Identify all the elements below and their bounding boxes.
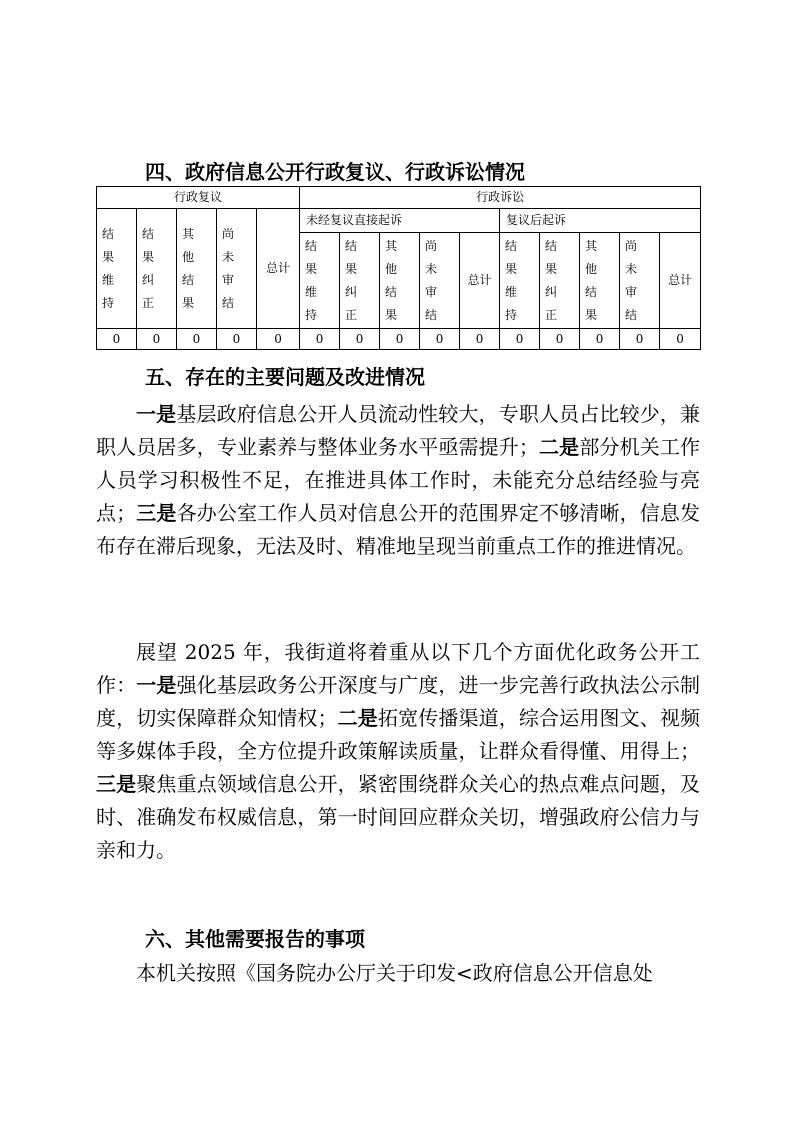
paragraph-text: 拓宽传播渠道，综合运用图文、视频等多媒体手段，全方位提升政策解读质量，让群众看得懂、用得上； — [96, 706, 701, 763]
paragraph-text: 基层政府信息公开人员流动性较大，专职人员占比较少，兼职人员居多，专业素养与整体业务水平亟需提升； — [96, 402, 701, 459]
header-admin-litigation: 行政诉讼 — [300, 187, 701, 209]
problems-paragraph — [96, 398, 700, 563]
table-cell: 0 — [500, 329, 540, 350]
header-admin-review: 行政复议 — [97, 187, 300, 209]
paragraph-text: 强化基层政务公开深度与广度，进一步完善行政执法公示制度，切实保障群众知情权； — [96, 673, 701, 730]
bold-lead: 一是 — [136, 673, 177, 697]
section-5-heading: 五、存在的主要问题及改进情况 — [145, 365, 425, 389]
col-review-corrected: 结 果 纠 正 — [137, 209, 177, 329]
paragraph-text: 聚焦重点领域信息公开，紧密围绕群众关心的热点难点问题，及时、准确发布权威信息，第一时间回应群众关切，增强政府公信力与亲和力。 — [96, 772, 701, 862]
table-cell: 0 — [217, 329, 257, 350]
table-cell: 0 — [137, 329, 177, 350]
outlook-paragraph — [96, 636, 700, 867]
section-6-heading: 六、其他需要报告的事项 — [145, 927, 365, 951]
col-review-upheld: 结 果 维 持 — [97, 209, 137, 329]
table-cell: 0 — [177, 329, 217, 350]
bold-lead: 三是 — [136, 501, 177, 525]
table-cell: 0 — [300, 329, 340, 350]
col-direct-upheld: 结 果 维 持 — [300, 233, 340, 329]
col-direct-other: 其 他 结 果 — [380, 233, 420, 329]
col-review-pending: 尚 未 审 结 — [217, 209, 257, 329]
col-direct-corrected: 结 果 纠 正 — [340, 233, 380, 329]
review-litigation-table — [96, 186, 701, 350]
bold-lead: 二是 — [538, 435, 580, 459]
paragraph-text: 部分机关工作人员学习积极性不足，在推进具体工作时，未能充分总结经验与亮点； — [96, 435, 701, 525]
table-cell: 0 — [97, 329, 137, 350]
col-after-pending: 尚 未 审 结 — [620, 233, 660, 329]
other-matters-paragraph: 本机关按照《国务院办公厅关于印发<政府信息公开信息处 — [136, 961, 653, 985]
bold-lead: 一是 — [136, 402, 177, 426]
table-cell: 0 — [660, 329, 701, 350]
header-suit-after-review: 复议后起诉 — [500, 209, 701, 233]
table-cell: 0 — [620, 329, 660, 350]
paragraph-text: 展望 2025 年，我街道将着重从以下几个方面优化政务公开工作： — [96, 640, 700, 697]
paragraph-text: 各办公室工作人员对信息公开的范围界定不够清晰，信息发布存在滞后现象，无法及时、精准地呈现当前重点工作的推进情况。 — [96, 501, 701, 558]
col-direct-total: 总计 — [460, 233, 500, 329]
bold-lead: 三是 — [96, 772, 137, 796]
col-direct-pending: 尚 未 审 结 — [420, 233, 460, 329]
table-cell: 0 — [420, 329, 460, 350]
table-cell: 0 — [580, 329, 620, 350]
header-direct-suit: 未经复议直接起诉 — [300, 209, 500, 233]
col-after-corrected: 结 果 纠 正 — [540, 233, 580, 329]
table-cell: 0 — [540, 329, 580, 350]
table-cell: 0 — [380, 329, 420, 350]
col-after-upheld: 结 果 维 持 — [500, 233, 540, 329]
table-cell: 0 — [340, 329, 380, 350]
table-cell: 0 — [460, 329, 500, 350]
bold-lead: 二是 — [337, 706, 378, 730]
col-review-other: 其 他 结 果 — [177, 209, 217, 329]
col-after-other: 其 他 结 果 — [580, 233, 620, 329]
section-4-heading: 四、政府信息公开行政复议、行政诉讼情况 — [145, 160, 525, 184]
col-review-total: 总计 — [257, 209, 300, 329]
col-after-total: 总计 — [660, 233, 701, 329]
table-cell: 0 — [257, 329, 300, 350]
